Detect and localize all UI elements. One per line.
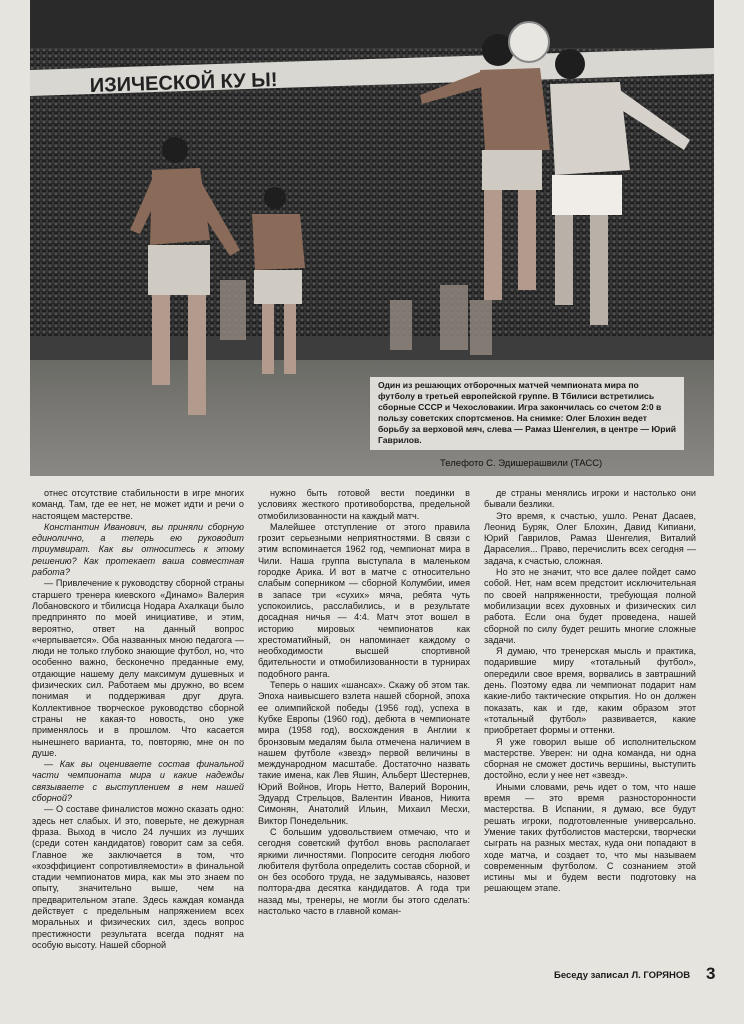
article-paragraph: отнес отсутствие стабильности в игре многих команд. Там, где ее нет, не может идти и речи о настоящем мастерстве. <box>32 488 244 521</box>
article-paragraph: Я уже говорил выше об исполнительском мастерстве. Уверен: ни одна команда, ни одна сборная не сможет достичь вершины, выступить достойно, если у нее нет «звезд». <box>484 736 696 781</box>
football-ball <box>509 22 549 62</box>
article-paragraph: С большим удовольствием отмечаю, что и сегодня советский футбол вновь располагает яркими личностями. Попросите сегодня любого любителя футбола определить состав сборной, и он без особого труда, не задумываясь, назовет полтора-два десятка кандидатов. А года три назад мы, тренеры, не могли бы этого сделать: настолько часто в главной коман- <box>258 826 470 916</box>
interview-question: — Как вы оцениваете состав финальной части чемпионата мира и какие надежды связываете с выступлением в нем нашей сборной? <box>32 759 244 804</box>
article-paragraph: Это время, к счастью, ушло. Ренат Дасаев, Леонид Буряк, Олег Блохин, Давид Кипиани, Юрий Гаврилов, Рамаз Шенгелия, Виталий Дараселия... Право, перечислить всех сегодня — задача, к счастью, сложная. <box>484 510 696 566</box>
banner-text: ИЗИЧЕСКОЙ КУ Ы! <box>89 69 278 97</box>
author-signature: Беседу записал Л. ГОРЯНОВ <box>554 970 691 981</box>
photo-caption: Один из решающих отборочных матчей чемпионата мира по футболу в третьей европейской группе. В Тбилиси встретились сборные СССР и Чехословакии. Игра закончилась со счетом 2:0 в пользу советских спортсменов. На снимке: Олег Блохин ведет борьбу за верховой мяч, слева — Рамаз Шенгелия, в центре — Юрий Гаврилов. <box>370 377 684 450</box>
article-column-2 <box>258 488 470 917</box>
article-paragraph: де страны менялись игроки и настолько они бывали безлики. <box>484 488 696 510</box>
article-column-1 <box>32 488 244 951</box>
article-paragraph: Теперь о наших «шансах». Скажу об этом так. Эпоха наивысшего взлета нашей сборной, эпоха ее олимпийской победы (1956 год), успеха в Кубке Европы (1960 год), дебюта в чемпионате мира (1958 год), восхождения в Англии к бронзовым медалям была отмечена наличием в нашем футболе «звезд» первой величины в международном масштабе. Достаточно назвать такие имена, как Лев Яшин, Альберт Шестернев, Юрий Войнов, Игорь Нетто, Валерий Воронин, Эдуард Стрельцов, Валентин Иванов, Никита Симонян, Анатолий Ильин, Михаил Месхи, Виктор Понедельник. <box>258 680 470 826</box>
article-paragraph: Малейшее отступление от этого правила грозит серьезными неприятностями. В связи с этим вспоминается 1962 год, чемпионат мира в Чили. Наша группа выступала в маленьком городке Арика. И вот в матче с относительно слабым соперником — сборной Колумбии, имея в запасе три «сухих» мяча, ребята чуть успокоились, расслабились, и в результате досадная ничья — 4:4. Матч этот вошел в историю мировых чемпионатов как хрестоматийный, он напоминает каждому о необходимости высшей спортивной бдительности и отмобилизованности в турнирах подобного ранга. <box>258 521 470 679</box>
article-paragraph: Но это не значит, что все далее пойдет само собой. Нет, нам всем предстоит исключительная по своей напряженности, требующая полной мобилизации всех духовных и физических сил работа. Если она будет проведена, нашей сборной по силу будет решить многие сложные задачи. <box>484 567 696 645</box>
article-paragraph: Иными словами, речь идет о том, что наше время — это время разносторонности мастерства. В Испании, я думаю, все будут решать игроки, подготовленные универсально. Умение таких футболистов мастерски, творчески сыграть на разных местах, куда они попадают в ходе матча, и создает то, что мы называем современным футболом. С сознанием этой истины мы и будем вести подготовку на решающем этапе. <box>484 781 696 894</box>
article-paragraph: — Привлечение к руководству сборной страны старшего тренера киевского «Динамо» Валерия Лобановского и тбилисца Нодара Ахалкаци было предпринято по моей инициативе, и этим, вероятно, ответ на данный вопрос «черпывается». Оба названных мною педагога — люди не только глубоко знающие футбол, но, что особенно важно, бесконечно преданные ему, отдающие нашему делу максимум душевных и физических сил. Работаем мы дружно, во всем понимая и поддерживая друг друга. Коллективное творческое руководство сборной страны не какая-то новость, оно уже применялось и в прошлом. Что касается нынешнего варианта, то, повторяю, мне он по душе. <box>32 578 244 758</box>
article-column-3 <box>484 488 696 895</box>
photo-credit: Телефото С. Эдишерашвили (ТАСС) <box>440 458 603 469</box>
interview-question: Константин Иванович, вы приняли сборную единолично, а теперь ею руководит триумвират. Как вы относитесь к этому решению? Как протекает ваша совместная работа? <box>32 521 244 578</box>
article-paragraph: нужно быть готовой вести поединки в условиях жесткого противоборства, предельной отмобилизованности на каждый матч. <box>258 488 470 521</box>
article-paragraph: Я думаю, что тренерская мысль и практика, подарившие миру «тотальный футбол», опередили свое время, ворвались в завтрашний день. Поэтому едва ли чемпионат подарит нам какие-либо тактические открытия. Но он должен показать, как и где, каким образом этот «тотальный футбол» развивается, какие приобретает формы и оттенки. <box>484 646 696 736</box>
page-number: 3 <box>706 964 716 983</box>
article-paragraph: — О составе финалистов можно сказать одно: здесь нет слабых. И это, поверьте, не дежурная фраза. Выход в число 24 лучших из лучших (среди сотен кандидатов) говорит сам за себя. Главное же заключается в том, что «коэффициент сопротивляемости» в финальной стадии чемпионатов мира, как мы это знаем по опыту, значительно выше, чем на предварительном этапе. Здесь каждая команда действует с предельным напряжением всех моральных и физических сил, здесь вопрос престижности результата всегда поднят на особую высоту. Нашей сборной <box>32 804 244 950</box>
